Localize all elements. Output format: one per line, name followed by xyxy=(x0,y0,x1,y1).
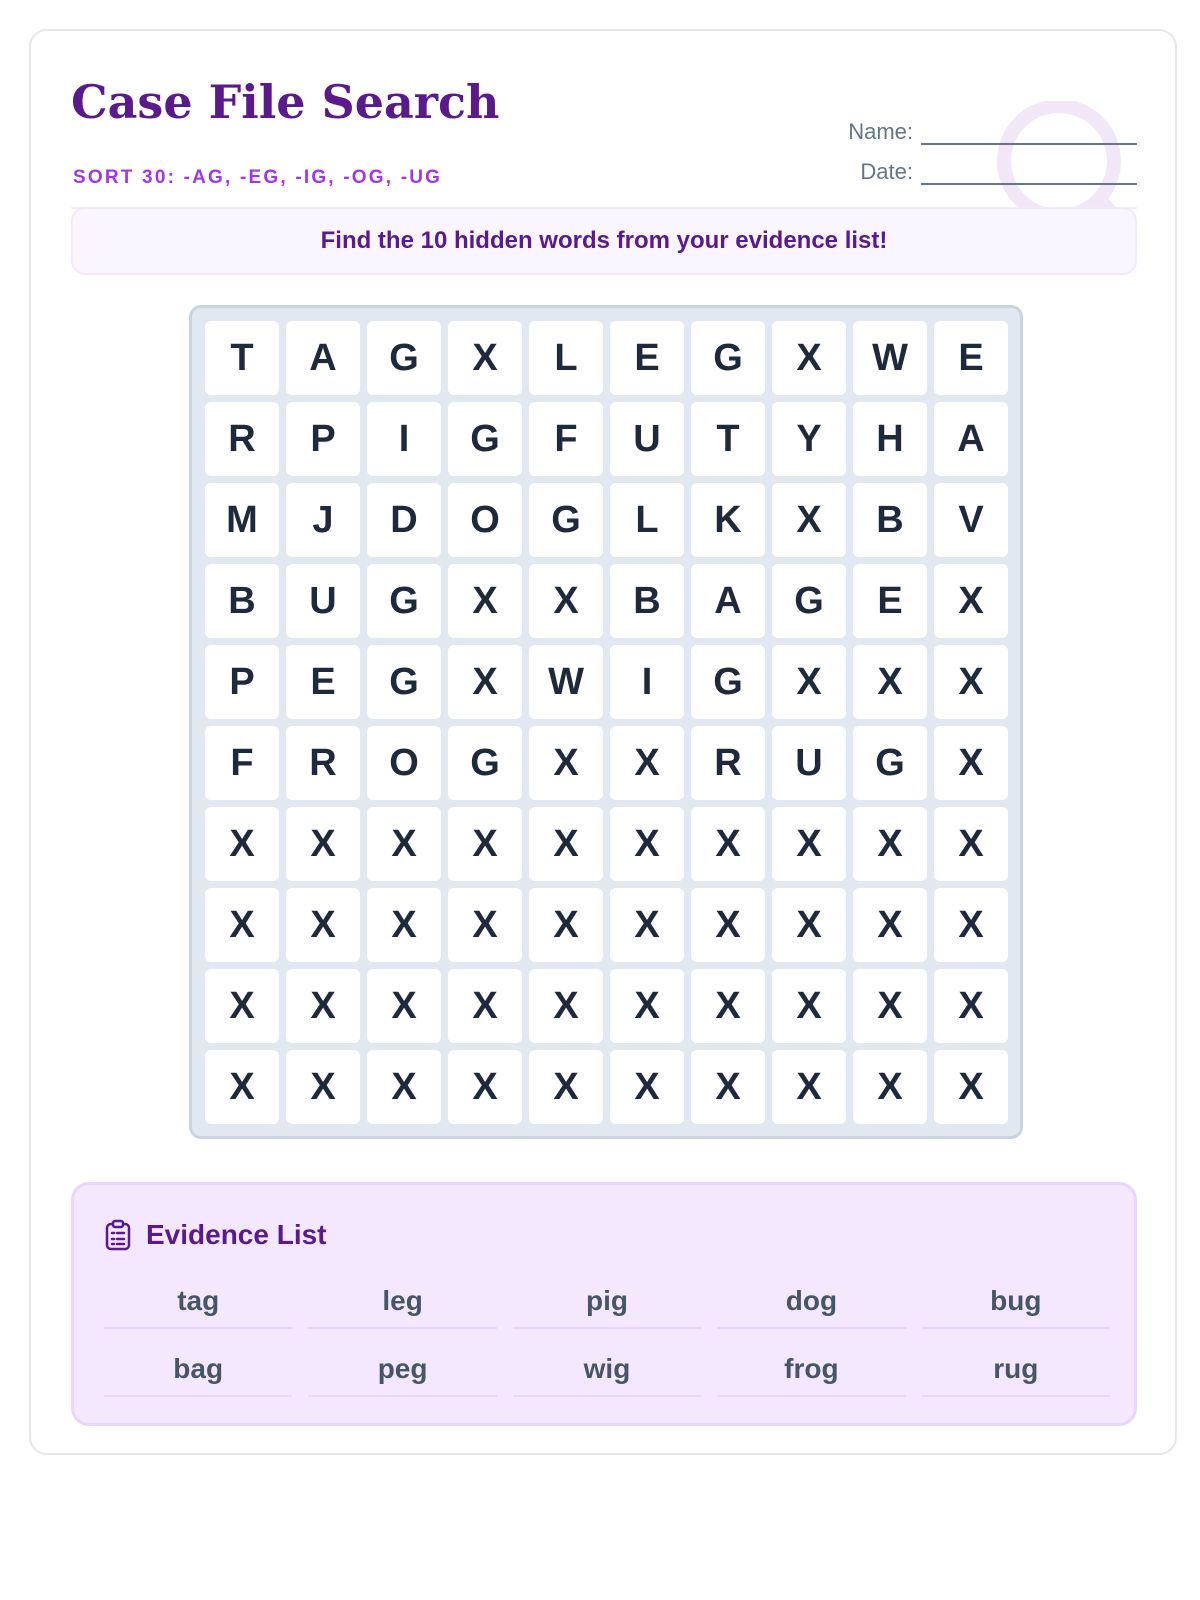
grid-cell[interactable]: G xyxy=(367,321,441,395)
grid-cell[interactable]: Y xyxy=(772,402,846,476)
grid-cell[interactable]: U xyxy=(610,402,684,476)
grid-cell[interactable]: R xyxy=(205,402,279,476)
letter-grid xyxy=(189,305,1023,1139)
grid-cell[interactable]: X xyxy=(610,1050,684,1124)
grid-cell[interactable]: X xyxy=(772,483,846,557)
grid-cell[interactable]: F xyxy=(529,402,603,476)
grid-cell[interactable]: W xyxy=(529,645,603,719)
name-field[interactable] xyxy=(848,113,1137,145)
clipboard-icon xyxy=(104,1219,132,1251)
grid-cell[interactable]: A xyxy=(934,402,1008,476)
grid-cell[interactable]: G xyxy=(853,726,927,800)
grid-cell[interactable]: X xyxy=(691,969,765,1043)
evidence-word: dog xyxy=(717,1275,905,1329)
grid-cell[interactable]: W xyxy=(853,321,927,395)
grid-cell[interactable]: U xyxy=(772,726,846,800)
evidence-word: bag xyxy=(104,1343,292,1397)
grid-cell[interactable]: V xyxy=(934,483,1008,557)
grid-cell[interactable]: X xyxy=(529,888,603,962)
grid-cell[interactable]: E xyxy=(934,321,1008,395)
grid-cell[interactable]: X xyxy=(772,807,846,881)
evidence-header xyxy=(104,1219,327,1251)
grid-cell[interactable]: X xyxy=(448,321,522,395)
evidence-words xyxy=(104,1275,1110,1397)
grid-cell[interactable]: G xyxy=(691,321,765,395)
grid-cell[interactable]: X xyxy=(853,969,927,1043)
grid-cell[interactable]: R xyxy=(286,726,360,800)
grid-cell[interactable]: X xyxy=(286,888,360,962)
grid-cell[interactable]: X xyxy=(691,888,765,962)
date-line[interactable] xyxy=(921,161,1137,185)
grid-cell[interactable]: K xyxy=(691,483,765,557)
grid-cell[interactable]: X xyxy=(529,807,603,881)
sort-subtitle: SORT 30: -AG, -EG, -IG, -OG, -UG xyxy=(73,167,443,188)
evidence-word: leg xyxy=(308,1275,496,1329)
grid-cell[interactable]: G xyxy=(772,564,846,638)
name-line[interactable] xyxy=(921,121,1137,145)
grid-cell[interactable]: X xyxy=(853,807,927,881)
grid-cell[interactable]: X xyxy=(934,888,1008,962)
grid-cell[interactable]: U xyxy=(286,564,360,638)
grid-cell[interactable]: X xyxy=(448,888,522,962)
grid-cell[interactable]: B xyxy=(610,564,684,638)
grid-cell[interactable]: A xyxy=(286,321,360,395)
grid-cell[interactable]: X xyxy=(205,888,279,962)
grid-cell[interactable]: X xyxy=(448,645,522,719)
grid-cell[interactable]: G xyxy=(691,645,765,719)
grid-cell[interactable]: X xyxy=(286,969,360,1043)
grid-cell[interactable]: M xyxy=(205,483,279,557)
grid-cell[interactable]: X xyxy=(286,1050,360,1124)
grid-cell[interactable]: X xyxy=(286,807,360,881)
grid-cell[interactable]: P xyxy=(286,402,360,476)
grid-cell[interactable]: X xyxy=(934,564,1008,638)
name-label: Name: xyxy=(848,119,913,144)
evidence-word: tag xyxy=(104,1275,292,1329)
grid-cell[interactable]: X xyxy=(853,1050,927,1124)
instruction-banner: Find the 10 hidden words from your evidence list! xyxy=(71,207,1137,275)
grid-cell[interactable]: G xyxy=(448,402,522,476)
grid-cell[interactable]: O xyxy=(367,726,441,800)
grid-cell[interactable]: R xyxy=(691,726,765,800)
grid-cell[interactable]: X xyxy=(367,888,441,962)
grid-cell[interactable]: X xyxy=(367,1050,441,1124)
grid-cell[interactable]: X xyxy=(934,807,1008,881)
grid-cell[interactable]: B xyxy=(205,564,279,638)
grid-cell[interactable]: X xyxy=(448,969,522,1043)
grid-cell[interactable]: D xyxy=(367,483,441,557)
grid-cell[interactable]: X xyxy=(934,645,1008,719)
grid-cell[interactable]: X xyxy=(853,888,927,962)
grid-cell[interactable]: X xyxy=(691,807,765,881)
grid-cell[interactable]: X xyxy=(610,888,684,962)
evidence-list-panel xyxy=(71,1182,1137,1426)
grid-cell[interactable]: G xyxy=(367,645,441,719)
evidence-word: frog xyxy=(717,1343,905,1397)
grid-cell[interactable]: X xyxy=(205,1050,279,1124)
grid-cell[interactable]: X xyxy=(772,888,846,962)
grid-cell[interactable]: L xyxy=(529,321,603,395)
grid-cell[interactable]: T xyxy=(205,321,279,395)
date-field[interactable] xyxy=(860,153,1137,185)
grid-cell[interactable]: X xyxy=(610,969,684,1043)
evidence-word: peg xyxy=(308,1343,496,1397)
worksheet-header xyxy=(71,71,1137,209)
grid-cell[interactable]: X xyxy=(772,1050,846,1124)
evidence-word: pig xyxy=(513,1275,701,1329)
grid-cell[interactable]: X xyxy=(529,1050,603,1124)
grid-cell[interactable]: X xyxy=(934,969,1008,1043)
grid-cell[interactable]: X xyxy=(934,1050,1008,1124)
evidence-word: bug xyxy=(922,1275,1110,1329)
grid-cell[interactable]: X xyxy=(205,807,279,881)
evidence-title: Evidence List xyxy=(146,1219,327,1250)
grid-cell[interactable]: X xyxy=(772,645,846,719)
grid-cell[interactable]: X xyxy=(448,807,522,881)
grid-cell[interactable]: O xyxy=(448,483,522,557)
grid-cell[interactable]: I xyxy=(610,645,684,719)
grid-cell[interactable]: X xyxy=(772,321,846,395)
grid-cell[interactable]: X xyxy=(853,645,927,719)
worksheet xyxy=(29,29,1177,1455)
grid-cell[interactable]: X xyxy=(367,807,441,881)
grid-cell[interactable]: F xyxy=(205,726,279,800)
grid-cell[interactable]: X xyxy=(205,969,279,1043)
grid-cell[interactable]: X xyxy=(610,726,684,800)
grid-cell[interactable]: X xyxy=(772,969,846,1043)
grid-cell[interactable]: X xyxy=(691,1050,765,1124)
grid-cell[interactable]: X xyxy=(448,564,522,638)
grid-cell[interactable]: J xyxy=(286,483,360,557)
page-title: Case File Search xyxy=(71,75,500,129)
grid-cell[interactable]: E xyxy=(853,564,927,638)
grid-cell[interactable]: P xyxy=(205,645,279,719)
evidence-word: wig xyxy=(513,1343,701,1397)
grid-cell[interactable]: X xyxy=(529,969,603,1043)
grid-cell[interactable]: A xyxy=(691,564,765,638)
grid-cell[interactable]: T xyxy=(691,402,765,476)
grid-cell[interactable]: X xyxy=(448,1050,522,1124)
grid-cell[interactable]: X xyxy=(367,969,441,1043)
grid-cell[interactable]: E xyxy=(286,645,360,719)
date-label: Date: xyxy=(860,159,913,184)
grid-cell[interactable]: G xyxy=(367,564,441,638)
grid-cell[interactable]: B xyxy=(853,483,927,557)
grid-cell[interactable]: E xyxy=(610,321,684,395)
grid-cell[interactable]: X xyxy=(529,564,603,638)
grid-cell[interactable]: I xyxy=(367,402,441,476)
evidence-word: rug xyxy=(922,1343,1110,1397)
grid-cell[interactable]: X xyxy=(934,726,1008,800)
grid-cell[interactable]: L xyxy=(610,483,684,557)
grid-cell[interactable]: G xyxy=(448,726,522,800)
grid-cell[interactable]: H xyxy=(853,402,927,476)
grid-cell[interactable]: X xyxy=(529,726,603,800)
grid-cell[interactable]: G xyxy=(529,483,603,557)
grid-cell[interactable]: X xyxy=(610,807,684,881)
